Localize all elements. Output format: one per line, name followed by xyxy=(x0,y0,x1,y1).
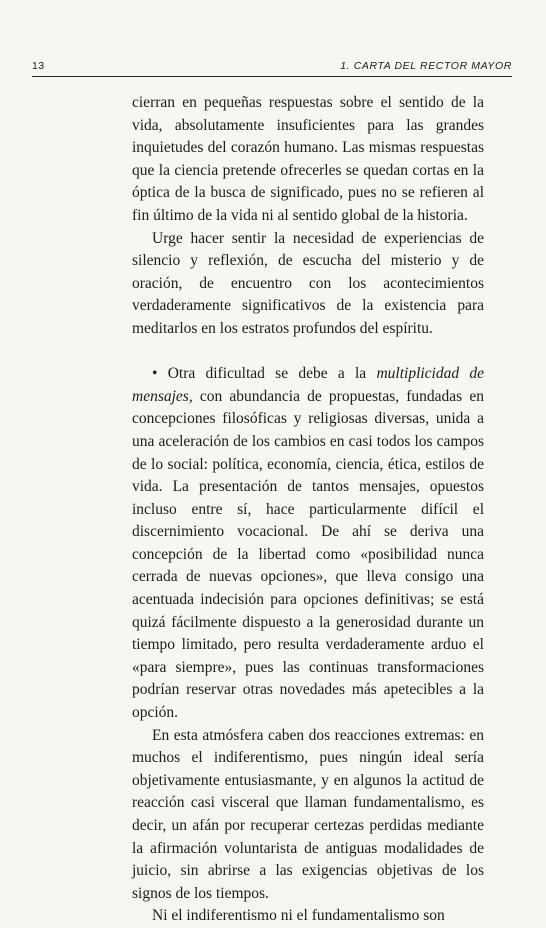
body-text xyxy=(132,92,484,928)
paragraph-1: cierran en pequeñas respuestas sobre el sentido de la vida, absolutamente insuficientes para las grandes inquietudes del corazón humano. Las mismas respuestas que la ciencia pretende ofrecerles se quedan cortas en la óptica de la busca de significado, pues no se refieren al fin último de la vida ni al sentido global de la historia. xyxy=(132,94,484,224)
bullet-marker: • xyxy=(152,365,158,383)
page-number: 13 xyxy=(32,60,45,72)
paragraph-2: Urge hacer sentir la necesidad de experiencias de silencio y reflexión, de escucha del misterio y de oración, de encuentro con los acontecimientos verdaderamente significativos de la existencia para meditarlos en los estratos profundos del espíritu. xyxy=(132,229,484,337)
paragraph-4: En esta atmósfera caben dos reacciones extremas: en muchos el indiferentismo, pues ningún ideal sería objetivamente entusiasmante, y en algunos la actitud de reacción casi visceral que llaman fundamentalismo, es decir, un afán por recuperar certezas perdidas mediante la afirmación voluntarista de antiguas modalidades de juicio, sin abrirse a las exigencias objetivas de los signos de los tiempos. xyxy=(132,726,484,902)
paragraph-3 xyxy=(132,363,484,725)
paragraph-3-emphasis: multiplicidad de mensajes, xyxy=(132,365,485,405)
paragraph-3-rest: con abundancia de propuestas, fundadas en concepciones filosóficas y religiosas diversas, unida a una aceleración de los cambios en casi todos los campos de lo social: política, economía, ciencia, ética, estilos de vida. La presentación de tantos mensajes, opuestos incluso entre sí, hace particularmente difícil el discernimiento vocacional. De ahí se deriva una concepción de la libertad como «posibilidad nunca cerrada de nuevas opciones», que lleva consigo una acentuada indecisión para opciones definitivas; se está quizá fácilmente dispuesto a la generosidad durante un tiempo limitado, pero resulta verdaderamente arduo el «para siempre», pues las continuas transformaciones podrían reservar otras novedades más apetecibles a la opción. xyxy=(132,387,485,722)
header-rule xyxy=(32,76,512,77)
paragraph-5: Ni el indiferentismo ni el fundamentalismo son xyxy=(152,907,445,925)
paragraph-3-lead: Otra dificultad se debe a la xyxy=(167,365,367,383)
page-header xyxy=(32,60,512,76)
running-title: 1. CARTA DEL RECTOR MAYOR xyxy=(340,60,512,72)
